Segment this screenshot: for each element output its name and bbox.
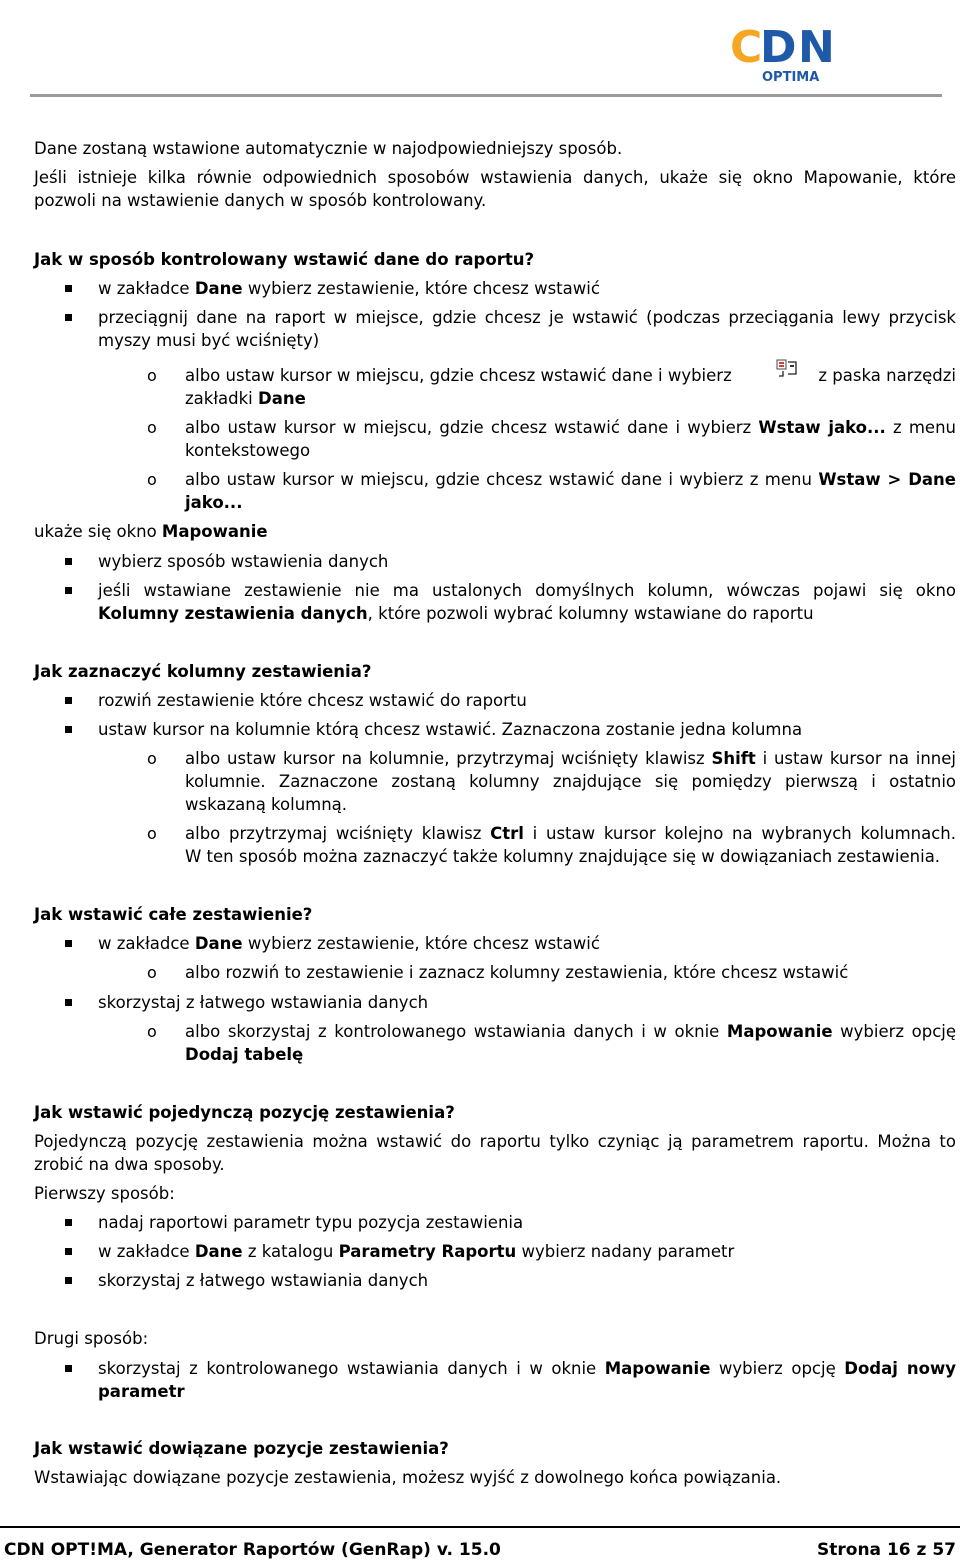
section-heading: Jak w sposób kontrolowany wstawić dane do raportu? [34,250,535,269]
paragraph: zrobić na dwa sposoby. [34,1155,225,1174]
list-item: albo ustaw kursor w miejscu, gdzie chcesz wstawić dane i wybierz z menu Wstaw > Dane [185,470,956,489]
list-item-cont: kontekstowego [185,441,311,460]
header-divider [30,94,942,97]
list-item: albo skorzystaj z kontrolowanego wstawiania danych i w oknie Mapowanie wybierz opcję [185,1022,957,1041]
bullet-square [65,697,72,704]
bullet-circle: o [147,418,157,437]
list-item: skorzystaj z łatwego wstawiania danych [98,993,429,1012]
list-item: albo ustaw kursor w miejscu, gdzie chcesz wstawić dane i wybierz Wstaw jako... z menu [185,418,956,437]
svg-text:D: D [760,22,795,73]
paragraph: Drugi sposób: [34,1329,149,1348]
paragraph: pozwoli na wstawienie danych w sposób kontrolowany. [34,191,487,210]
bullet-circle: o [147,1022,157,1041]
list-item: w zakładce Dane wybierz zestawienie, które chcesz wstawić [98,279,600,298]
footer-title: CDN OPT!MA, Generator Raportów (GenRap) v. 15.0 [4,1540,501,1560]
bullet-square [65,558,72,565]
page-number: Strona 16 z 57 [817,1540,956,1560]
bullet-square [65,726,72,733]
bullet-circle: o [147,470,157,489]
bullet-circle: o [147,824,157,843]
list-item-cont: parametr [98,1382,185,1401]
paragraph: Pojedynczą pozycję zestawienia można wstawić do raportu tylko czyniąc ją parametrem raportu. Można to [34,1132,956,1151]
svg-text:N: N [798,22,833,73]
list-item-cont: myszy musi być wciśnięty) [98,331,320,350]
cdn-optima-logo [730,18,846,86]
paragraph: ukaże się okno Mapowanie [34,522,268,541]
list-item: albo ustaw kursor na kolumnie, przytrzymaj wciśnięty klawisz Shift i ustaw kursor na innej [185,749,956,768]
paragraph: Pierwszy sposób: [34,1184,175,1203]
insert-data-tool-icon [775,358,799,381]
svg-text:OPTIMA: OPTIMA [762,70,820,85]
bullet-square [65,587,72,594]
bullet-square [65,1365,72,1372]
section-heading: Jak wstawić całe zestawienie? [34,905,313,924]
list-item-cont: wskazaną kolumną. [185,795,348,814]
list-item: jeśli wstawiane zestawienie nie ma ustalonych domyślnych kolumn, wówczas pojawi się okno [98,581,956,600]
list-item: w zakładce Dane wybierz zestawienie, które chcesz wstawić [98,934,600,953]
list-item-cont: Dodaj tabelę [185,1045,304,1064]
list-item: skorzystaj z łatwego wstawiania danych [98,1271,429,1290]
bullet-circle: o [147,366,157,385]
bullet-square [65,1277,72,1284]
bullet-circle: o [147,749,157,768]
paragraph: Dane zostaną wstawione automatycznie w najodpowiedniejszy sposób. [34,139,623,158]
section-heading: Jak wstawić dowiązane pozycje zestawienia? [34,1439,449,1458]
paragraph: Jeśli istnieje kilka równie odpowiednich sposobów wstawienia danych, ukaże się okno Mapowanie, które [34,168,956,187]
bullet-square [65,285,72,292]
list-item-cont: kolumnie. Zaznaczone zostaną kolumny znajdujące się pomiędzy pierwszą i ostatnio [185,772,956,791]
list-item-cont: W ten sposób można zaznaczyć także kolumny znajdujące się w dowiązaniach zestawienia. [185,847,941,866]
bullet-square [65,314,72,321]
paragraph: Wstawiając dowiązane pozycje zestawienia, możesz wyjść z dowolnego końca powiązania. [34,1468,782,1487]
bullet-square [65,999,72,1006]
list-item: wybierz sposób wstawienia danych [98,552,389,571]
footer-divider [0,1526,960,1528]
section-heading: Jak wstawić pojedynczą pozycję zestawienia? [34,1103,455,1122]
section-heading: Jak zaznaczyć kolumny zestawienia? [34,662,372,681]
bullet-square [65,1248,72,1255]
list-item-cont: jako... [185,493,243,512]
list-item: albo rozwiń to zestawienie i zaznacz kolumny zestawienia, które chcesz wstawić [185,963,849,982]
list-item: albo przytrzymaj wciśnięty klawisz Ctrl i ustaw kursor kolejno na wybranych kolumnach. [185,824,956,843]
list-item: rozwiń zestawienie które chcesz wstawić do raportu [98,691,527,710]
svg-text:C: C [730,22,761,73]
list-item: w zakładce Dane z katalogu Parametry Raportu wybierz nadany parametr [98,1242,735,1261]
list-item-cont: Kolumny zestawienia danych, które pozwoli wybrać kolumny wstawiane do raportu [98,604,814,623]
bullet-circle: o [147,963,157,982]
bullet-square [65,940,72,947]
list-item: ustaw kursor na kolumnie którą chcesz wstawić. Zaznaczona zostanie jedna kolumna [98,720,803,739]
list-item: skorzystaj z kontrolowanego wstawiania danych i w oknie Mapowanie wybierz opcję Dodaj nowy [98,1359,956,1378]
list-item-cont: zakładki Dane [185,389,306,408]
list-item: nadaj raportowi parametr typu pozycja zestawienia [98,1213,524,1232]
list-item: przeciągnij dane na raport w miejsce, gdzie chcesz je wstawić (podczas przeciągania lewy przycisk [98,308,956,327]
bullet-square [65,1219,72,1226]
